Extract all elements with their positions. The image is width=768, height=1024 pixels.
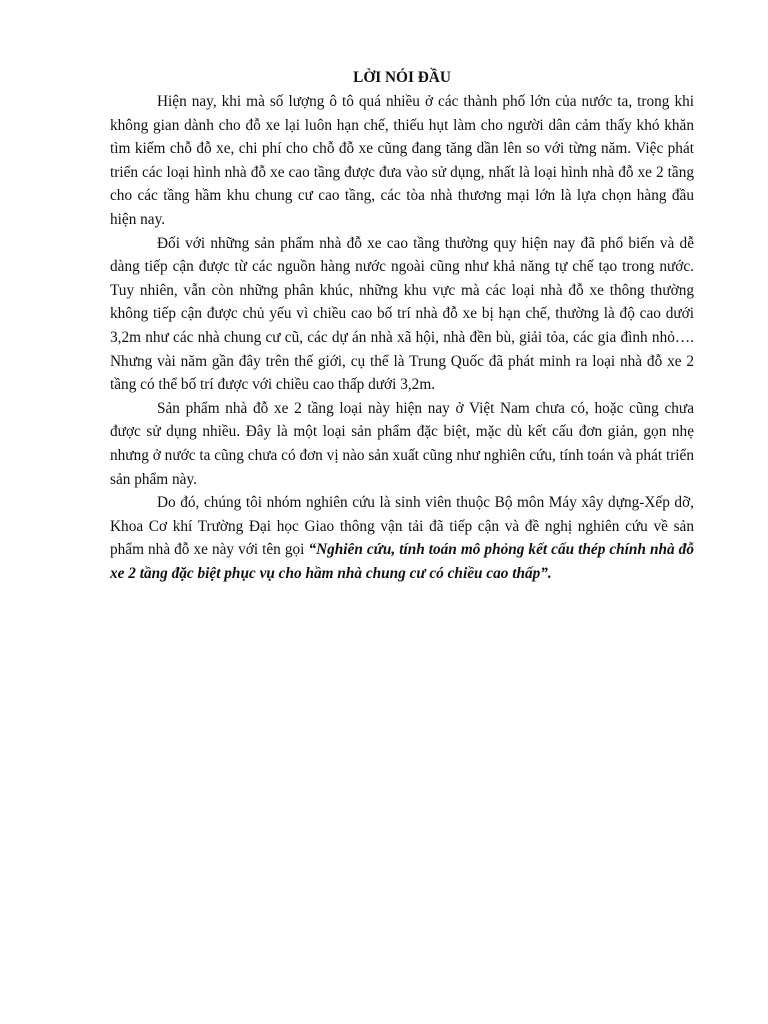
- final-paragraph-text: Do đó, chúng tôi nhóm nghiên cứu là sinh viên thuộc Bộ môn Máy xây dựng-Xếp dỡ, Khoa Cơ khí Trường Đại học Giao thông vận tải đã tiếp cận và đề nghị nghiên cứu về sản phẩm nhà đỗ xe này với tên gọi: [110, 494, 694, 559]
- document-title: LỜI NÓI ĐẦU: [353, 69, 451, 86]
- paragraph: Sản phẩm nhà đỗ xe 2 tầng loại này hiện nay ở Việt Nam chưa có, hoặc cũng chưa được sử dụng nhiều. Đây là một loại sản phẩm đặc biệt, mặc dù kết cấu đơn giản, gọn nhẹ nhưng ở nước ta cũng chưa có đơn vị nào sản xuất cũng như nghiên cứu, tính toán và phát triển sản phẩm này.: [110, 399, 694, 488]
- final-paragraph: [110, 491, 694, 585]
- document-page: [110, 66, 694, 585]
- research-title-emphasis: “Nghiên cứu, tính toán mô phỏng kết cấu thép chính nhà đỗ xe 2 tầng đặc biệt phục vụ cho hầm nhà chung cư có chiều cao thấp”.: [110, 541, 694, 582]
- paragraph: Đối với những sản phẩm nhà đỗ xe cao tầng thường quy hiện nay đã phổ biến và dễ dàng tiếp cận được từ các nguồn hàng nước ngoài cũng như khả năng tự chế tạo trong nước. Tuy nhiên, vẫn còn những phân khúc, những khu vực mà các loại nhà đỗ xe thông thường không tiếp cận được chủ yếu vì chiều cao bố trí nhà đỗ xe bị hạn chế, thường là độ cao dưới 3,2m như các nhà chung cư cũ, các dự án nhà xã hội, nhà đền bù, giải tỏa, các gia đình nhỏ…. Nhưng vài năm gần đây trên thế giới, cụ thể là Trung Quốc đã phát minh ra loại nhà đỗ xe 2 tầng có thể bố trí được với chiều cao thấp dưới 3,2m.: [110, 234, 694, 394]
- paragraph: Hiện nay, khi mà số lượng ô tô quá nhiều ở các thành phố lớn của nước ta, trong khi không gian dành cho đỗ xe lại luôn hạn chế, thiếu hụt làm cho người dân cảm thấy khó khăn tìm kiếm chỗ đỗ xe, chi phí cho chỗ đỗ xe cũng đang tăng dần lên so với từng năm. Việc phát triển các loại hình nhà đỗ xe cao tầng được đưa vào sử dụng, nhất là loại hình nhà đỗ xe 2 tầng cho các tầng hầm khu chung cư cao tầng, các tòa nhà thương mại lớn là lựa chọn hàng đầu hiện nay.: [110, 93, 694, 228]
